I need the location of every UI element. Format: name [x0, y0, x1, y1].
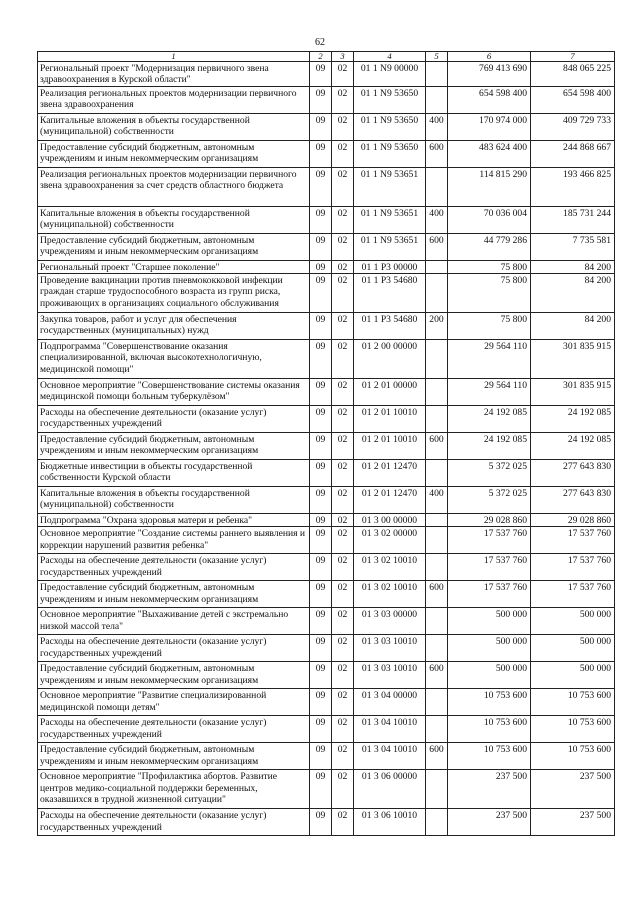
table-row: [38, 743, 615, 770]
table-row: [38, 406, 615, 433]
table-row: [38, 62, 615, 87]
amount-year-1: 483 624 400: [448, 141, 531, 168]
target-article-code: 01 3 04 10010: [354, 743, 426, 770]
amount-year-1: 17 537 760: [448, 581, 531, 608]
header-cell: 5: [426, 52, 448, 62]
expense-type-code: [426, 460, 448, 487]
target-article-code: 01 2 01 10010: [354, 406, 426, 433]
section-code: 09: [310, 662, 332, 689]
section-code: 09: [310, 87, 332, 114]
subsection-code: 02: [332, 662, 354, 689]
amount-year-2: 84 200: [531, 261, 615, 274]
table-row: [38, 770, 615, 809]
section-code: 09: [310, 261, 332, 274]
amount-year-1: 500 000: [448, 608, 531, 635]
header-cell: 3: [332, 52, 354, 62]
expense-type-code: 200: [426, 313, 448, 340]
target-article-code: 01 1 N9 53650: [354, 141, 426, 168]
budget-table: [37, 51, 615, 836]
table-row: [38, 689, 615, 716]
table-row: [38, 207, 615, 234]
amount-year-2: 7 735 581: [531, 234, 615, 261]
subsection-code: 02: [332, 261, 354, 274]
section-code: 09: [310, 379, 332, 406]
table-row: [38, 168, 615, 207]
expense-type-code: [426, 274, 448, 313]
subsection-code: 02: [332, 527, 354, 554]
expense-type-code: [426, 168, 448, 207]
expense-type-code: [426, 87, 448, 114]
row-name: Капитальные вложения в объекты государственной (муниципальной) собственности: [38, 114, 310, 141]
amount-year-2: 185 731 244: [531, 207, 615, 234]
section-code: 09: [310, 581, 332, 608]
row-name: Предоставление субсидий бюджетным, автономным учреждениям и иным некоммерческим организациям: [38, 743, 310, 770]
amount-year-1: 10 753 600: [448, 716, 531, 743]
section-code: 09: [310, 460, 332, 487]
expense-type-code: [426, 340, 448, 379]
target-article-code: 01 1 N9 53650: [354, 114, 426, 141]
row-name: Расходы на обеспечение деятельности (оказание услуг) государственных учреждений: [38, 554, 310, 581]
amount-year-1: 29 564 110: [448, 340, 531, 379]
row-name: Предоставление субсидий бюджетным, автономным учреждениям и иным некоммерческим организациям: [38, 234, 310, 261]
amount-year-2: 409 729 733: [531, 114, 615, 141]
target-article-code: 01 2 01 00000: [354, 379, 426, 406]
subsection-code: 02: [332, 743, 354, 770]
target-article-code: 01 1 N9 00000: [354, 62, 426, 87]
section-code: 09: [310, 274, 332, 313]
table-row: [38, 340, 615, 379]
row-name: Основное мероприятие "Совершенствование системы оказания медицинской помощи больным туберкулёзом": [38, 379, 310, 406]
amount-year-1: 114 815 290: [448, 168, 531, 207]
expense-type-code: [426, 716, 448, 743]
amount-year-1: 237 500: [448, 809, 531, 836]
target-article-code: 01 3 04 10010: [354, 716, 426, 743]
subsection-code: 02: [332, 62, 354, 87]
target-article-code: 01 3 03 10010: [354, 635, 426, 662]
section-code: 09: [310, 340, 332, 379]
subsection-code: 02: [332, 514, 354, 527]
section-code: 09: [310, 114, 332, 141]
amount-year-1: 237 500: [448, 770, 531, 809]
expense-type-code: [426, 62, 448, 87]
row-name: Основное мероприятие "Профилактика абортов. Развитие центров медико-социальной поддержки беременных, оказавшихся в трудной жизненной ситуации": [38, 770, 310, 809]
subsection-code: 02: [332, 635, 354, 662]
section-code: 09: [310, 608, 332, 635]
target-article-code: 01 1 N9 53651: [354, 168, 426, 207]
amount-year-1: 10 753 600: [448, 743, 531, 770]
table-row: [38, 141, 615, 168]
row-name: Реализация региональных проектов модернизации первичного звена здравоохранения: [38, 87, 310, 114]
subsection-code: 02: [332, 716, 354, 743]
expense-type-code: [426, 261, 448, 274]
section-code: 09: [310, 234, 332, 261]
amount-year-1: 70 036 004: [448, 207, 531, 234]
subsection-code: 02: [332, 87, 354, 114]
expense-type-code: [426, 608, 448, 635]
expense-type-code: 400: [426, 114, 448, 141]
amount-year-1: 75 800: [448, 261, 531, 274]
header-cell: 2: [310, 52, 332, 62]
expense-type-code: 600: [426, 581, 448, 608]
table-row: [38, 274, 615, 313]
amount-year-1: 44 779 286: [448, 234, 531, 261]
table-row: [38, 514, 615, 527]
row-name: Проведение вакцинации против пневмококковой инфекции граждан старше трудоспособного возраста из групп риска, проживающих в организациях социального обслуживания: [38, 274, 310, 313]
target-article-code: 01 2 01 12470: [354, 487, 426, 514]
amount-year-2: 24 192 085: [531, 406, 615, 433]
amount-year-1: 170 974 000: [448, 114, 531, 141]
table-row: [38, 379, 615, 406]
amount-year-1: 500 000: [448, 662, 531, 689]
row-name: Закупка товаров, работ и услуг для обеспечения государственных (муниципальных) нужд: [38, 313, 310, 340]
expense-type-code: [426, 554, 448, 581]
subsection-code: 02: [332, 406, 354, 433]
expense-type-code: [426, 527, 448, 554]
subsection-code: 02: [332, 554, 354, 581]
section-code: 09: [310, 770, 332, 809]
amount-year-2: 301 835 915: [531, 379, 615, 406]
row-name: Капитальные вложения в объекты государственной (муниципальной) собственности: [38, 487, 310, 514]
amount-year-1: 75 800: [448, 274, 531, 313]
row-name: Основное мероприятие "Создание системы раннего выявления и коррекции нарушений развития ребенка": [38, 527, 310, 554]
header-row: [38, 52, 615, 62]
expense-type-code: [426, 379, 448, 406]
table-row: [38, 662, 615, 689]
section-code: 09: [310, 635, 332, 662]
header-cell: 1: [38, 52, 310, 62]
table-row: [38, 554, 615, 581]
amount-year-1: 17 537 760: [448, 554, 531, 581]
target-article-code: 01 3 02 00000: [354, 527, 426, 554]
section-code: 09: [310, 313, 332, 340]
section-code: 09: [310, 527, 332, 554]
table-row: [38, 114, 615, 141]
amount-year-2: 29 028 860: [531, 514, 615, 527]
amount-year-2: 277 643 830: [531, 460, 615, 487]
amount-year-2: 193 466 825: [531, 168, 615, 207]
subsection-code: 02: [332, 313, 354, 340]
subsection-code: 02: [332, 207, 354, 234]
section-code: 09: [310, 554, 332, 581]
row-name: Региональный проект "Старшее поколение": [38, 261, 310, 274]
row-name: Капитальные вложения в объекты государственной (муниципальной) собственности: [38, 207, 310, 234]
amount-year-2: 84 200: [531, 313, 615, 340]
amount-year-1: 24 192 085: [448, 433, 531, 460]
expense-type-code: 400: [426, 207, 448, 234]
section-code: 09: [310, 716, 332, 743]
amount-year-1: 29 028 860: [448, 514, 531, 527]
section-code: 09: [310, 62, 332, 87]
table-row: [38, 313, 615, 340]
expense-type-code: [426, 770, 448, 809]
target-article-code: 01 3 02 10010: [354, 554, 426, 581]
row-name: Предоставление субсидий бюджетным, автономным учреждениям и иным некоммерческим организациям: [38, 581, 310, 608]
subsection-code: 02: [332, 581, 354, 608]
subsection-code: 02: [332, 114, 354, 141]
amount-year-2: 848 065 225: [531, 62, 615, 87]
subsection-code: 02: [332, 340, 354, 379]
row-name: Реализация региональных проектов модернизации первичного звена здравоохранения за счет средств областного бюджета: [38, 168, 310, 207]
header-cell: 7: [531, 52, 615, 62]
subsection-code: 02: [332, 608, 354, 635]
target-article-code: 01 3 03 10010: [354, 662, 426, 689]
amount-year-1: 500 000: [448, 635, 531, 662]
expense-type-code: [426, 635, 448, 662]
section-code: 09: [310, 689, 332, 716]
amount-year-2: 237 500: [531, 770, 615, 809]
row-name: Расходы на обеспечение деятельности (оказание услуг) государственных учреждений: [38, 406, 310, 433]
subsection-code: 02: [332, 770, 354, 809]
expense-type-code: 600: [426, 141, 448, 168]
amount-year-2: 10 753 600: [531, 743, 615, 770]
target-article-code: 01 3 03 00000: [354, 608, 426, 635]
section-code: 09: [310, 514, 332, 527]
expense-type-code: 600: [426, 433, 448, 460]
section-code: 09: [310, 433, 332, 460]
amount-year-2: 654 598 400: [531, 87, 615, 114]
amount-year-1: 654 598 400: [448, 87, 531, 114]
expense-type-code: [426, 809, 448, 836]
section-code: 09: [310, 168, 332, 207]
row-name: Расходы на обеспечение деятельности (оказание услуг) государственных учреждений: [38, 635, 310, 662]
amount-year-2: 17 537 760: [531, 554, 615, 581]
target-article-code: 01 1 N9 53651: [354, 234, 426, 261]
amount-year-1: 10 753 600: [448, 689, 531, 716]
table-row: [38, 487, 615, 514]
amount-year-2: 277 643 830: [531, 487, 615, 514]
row-name: Подпрограмма "Совершенствование оказания специализированной, включая высокотехнологичную, медицинской помощи": [38, 340, 310, 379]
table-row: [38, 635, 615, 662]
target-article-code: 01 1 N9 53650: [354, 87, 426, 114]
target-article-code: 01 1 P3 54680: [354, 274, 426, 313]
expense-type-code: 600: [426, 234, 448, 261]
amount-year-1: 75 800: [448, 313, 531, 340]
subsection-code: 02: [332, 487, 354, 514]
row-name: Расходы на обеспечение деятельности (оказание услуг) государственных учреждений: [38, 716, 310, 743]
amount-year-2: 500 000: [531, 608, 615, 635]
amount-year-2: 301 835 915: [531, 340, 615, 379]
amount-year-2: 500 000: [531, 635, 615, 662]
table-row: [38, 234, 615, 261]
table-row: [38, 581, 615, 608]
section-code: 09: [310, 809, 332, 836]
row-name: Основное мероприятие "Развитие специализированной медицинской помощи детям": [38, 689, 310, 716]
amount-year-1: 769 413 690: [448, 62, 531, 87]
section-code: 09: [310, 406, 332, 433]
amount-year-2: 17 537 760: [531, 527, 615, 554]
row-name: Региональный проект "Модернизация первичного звена здравоохранения в Курской области": [38, 62, 310, 87]
expense-type-code: [426, 514, 448, 527]
target-article-code: 01 3 04 00000: [354, 689, 426, 716]
target-article-code: 01 3 06 00000: [354, 770, 426, 809]
page-number: 62: [315, 37, 325, 48]
amount-year-2: 24 192 085: [531, 433, 615, 460]
table-row: [38, 87, 615, 114]
row-name: Предоставление субсидий бюджетным, автономным учреждениям и иным некоммерческим организациям: [38, 662, 310, 689]
amount-year-2: 10 753 600: [531, 716, 615, 743]
amount-year-2: 244 868 667: [531, 141, 615, 168]
row-name: Предоставление субсидий бюджетным, автономным учреждениям и иным некоммерческим организациям: [38, 141, 310, 168]
target-article-code: 01 3 00 00000: [354, 514, 426, 527]
subsection-code: 02: [332, 809, 354, 836]
amount-year-1: 5 372 025: [448, 487, 531, 514]
table-row: [38, 261, 615, 274]
amount-year-2: 500 000: [531, 662, 615, 689]
target-article-code: 01 2 01 12470: [354, 460, 426, 487]
subsection-code: 02: [332, 379, 354, 406]
subsection-code: 02: [332, 689, 354, 716]
subsection-code: 02: [332, 460, 354, 487]
section-code: 09: [310, 487, 332, 514]
target-article-code: 01 1 N9 53651: [354, 207, 426, 234]
amount-year-1: 17 537 760: [448, 527, 531, 554]
target-article-code: 01 3 02 10010: [354, 581, 426, 608]
target-article-code: 01 1 P3 54680: [354, 313, 426, 340]
row-name: Подпрограмма "Охрана здоровья матери и ребенка": [38, 514, 310, 527]
expense-type-code: [426, 406, 448, 433]
subsection-code: 02: [332, 141, 354, 168]
subsection-code: 02: [332, 274, 354, 313]
subsection-code: 02: [332, 234, 354, 261]
amount-year-2: 17 537 760: [531, 581, 615, 608]
row-name: Расходы на обеспечение деятельности (оказание услуг) государственных учреждений: [38, 809, 310, 836]
header-cell: 4: [354, 52, 426, 62]
target-article-code: 01 2 00 00000: [354, 340, 426, 379]
expense-type-code: 600: [426, 662, 448, 689]
table-row: [38, 716, 615, 743]
target-article-code: 01 2 01 10010: [354, 433, 426, 460]
amount-year-1: 24 192 085: [448, 406, 531, 433]
amount-year-2: 84 200: [531, 274, 615, 313]
amount-year-2: 10 753 600: [531, 689, 615, 716]
amount-year-1: 5 372 025: [448, 460, 531, 487]
row-name: Основное мероприятие "Выхаживание детей с экстремально низкой массой тела": [38, 608, 310, 635]
table-row: [38, 809, 615, 836]
table-row: [38, 608, 615, 635]
row-name: Предоставление субсидий бюджетным, автономным учреждениям и иным некоммерческим организациям: [38, 433, 310, 460]
subsection-code: 02: [332, 168, 354, 207]
amount-year-1: 29 564 110: [448, 379, 531, 406]
table-row: [38, 433, 615, 460]
section-code: 09: [310, 207, 332, 234]
target-article-code: 01 3 06 10010: [354, 809, 426, 836]
header-cell: 6: [448, 52, 531, 62]
table-row: [38, 460, 615, 487]
expense-type-code: 400: [426, 487, 448, 514]
expense-type-code: 600: [426, 743, 448, 770]
expense-type-code: [426, 689, 448, 716]
row-name: Бюджетные инвестиции в объекты государственной собственности Курской области: [38, 460, 310, 487]
section-code: 09: [310, 141, 332, 168]
target-article-code: 01 1 P3 00000: [354, 261, 426, 274]
table-row: [38, 527, 615, 554]
amount-year-2: 237 500: [531, 809, 615, 836]
section-code: 09: [310, 743, 332, 770]
subsection-code: 02: [332, 433, 354, 460]
